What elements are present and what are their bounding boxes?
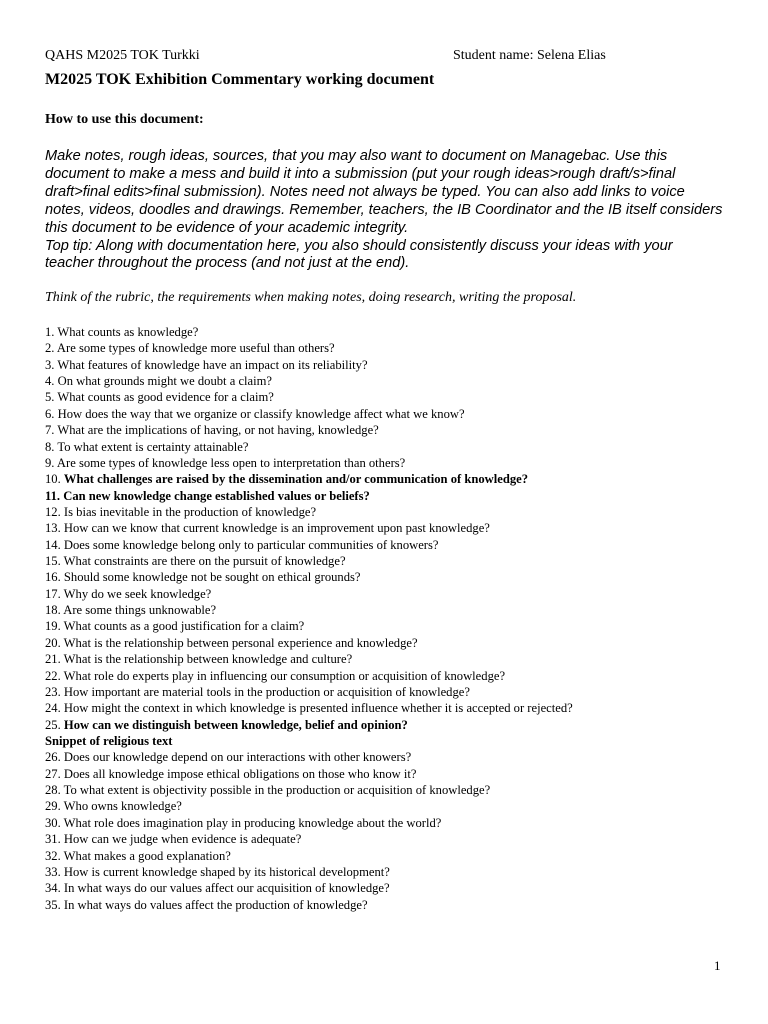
question-text: Does our knowledge depend on our interactions with other knowers?: [63, 750, 412, 765]
intro-text: [45, 148, 725, 273]
question-text: How can we know that current knowledge is an improvement upon past knowledge?: [63, 521, 490, 536]
list-item: [45, 324, 745, 340]
question-number: 33.: [45, 864, 61, 879]
question-number: 9.: [45, 455, 55, 470]
list-item: [45, 815, 745, 831]
question-number: 17.: [45, 586, 61, 601]
question-text: To what extent is certainty attainable?: [57, 439, 249, 454]
question-number: 29.: [45, 799, 61, 814]
question-number: 32.: [45, 848, 61, 863]
student-name: Student name: Selena Elias: [453, 48, 606, 63]
question-text: What features of knowledge have an impact on its reliability?: [57, 357, 368, 372]
question-number: 35.: [45, 897, 61, 912]
question-text: How important are material tools in the production or acquisition of knowledge?: [63, 684, 470, 699]
list-item: [45, 618, 745, 634]
question-text: Does all knowledge impose ethical obligations on those who know it?: [63, 766, 417, 781]
question-number: 16.: [45, 570, 61, 585]
question-number: 27.: [45, 766, 61, 781]
question-number: 31.: [45, 832, 61, 847]
document-header: [45, 48, 725, 66]
question-text: What counts as knowledge?: [57, 325, 199, 339]
list-item: [45, 439, 745, 455]
howto-heading: How to use this document:: [45, 112, 204, 127]
course-label: QAHS M2025 TOK Turkki: [45, 48, 200, 63]
question-number: 22.: [45, 668, 61, 683]
list-item: [45, 897, 745, 913]
list-item: [45, 357, 745, 373]
question-text: What challenges are raised by the dissemination and/or communication of knowledge?: [63, 472, 529, 487]
question-number: 34.: [45, 881, 61, 896]
question-number: 25.: [45, 717, 61, 732]
list-item: [45, 668, 745, 684]
list-item: [45, 635, 745, 651]
list-item: [45, 373, 745, 389]
question-text: In what ways do values affect the production of knowledge?: [63, 897, 368, 912]
question-number: 10.: [45, 472, 61, 487]
list-item: [45, 864, 745, 880]
question-number: 6.: [45, 406, 55, 421]
intro-paragraph-2: Top tip: Along with documentation here, you also should consistently discuss your ideas with your teacher throughout the process (and not just at the end).: [45, 237, 673, 272]
question-text: Can new knowledge change established values or beliefs?: [63, 488, 370, 503]
question-number: 12.: [45, 504, 61, 519]
question-text: What role does imagination play in producing knowledge about the world?: [63, 815, 442, 830]
question-text: What role do experts play in influencing our consumption or acquisition of knowledge?: [63, 668, 506, 683]
question-text: What is the relationship between knowledge and culture?: [63, 652, 353, 667]
question-list: [45, 324, 745, 913]
list-item: [45, 831, 745, 847]
list-item: [45, 520, 745, 536]
question-text: Who owns knowledge?: [63, 799, 182, 814]
list-item: [45, 749, 745, 765]
list-item: [45, 537, 745, 553]
question-text: In what ways do our values affect our acquisition of knowledge?: [63, 881, 390, 896]
question-number: 24.: [45, 701, 61, 716]
list-item: [45, 602, 745, 618]
list-item: [45, 455, 745, 471]
intro-paragraph-1: Make notes, rough ideas, sources, that you may also want to document on Managebac. Use this document to make a mess and build it into a submission (put your rough ideas>rough draft/s>final draft>final edits>final submission). Notes need not always be typed. You can also add links to voice notes, videos, doodles and drawings. Remember, teachers, the IB Coordinator and the IB itself considers this document to be evidence of your academic integrity.: [45, 148, 723, 236]
page-number: 1: [714, 958, 721, 973]
question-text: To what extent is objectivity possible in the production or acquisition of knowledge?: [63, 783, 491, 798]
question-number: 4.: [45, 374, 55, 389]
question-text: Is bias inevitable in the production of knowledge?: [63, 504, 317, 519]
question-text: Should some knowledge not be sought on ethical grounds?: [63, 570, 361, 585]
question-text: Are some types of knowledge more useful than others?: [56, 341, 335, 356]
question-text: What counts as good evidence for a claim?: [57, 390, 274, 405]
question-number: 20.: [45, 635, 61, 650]
question-number: 26.: [45, 750, 61, 765]
question-number: 23.: [45, 684, 61, 699]
list-item: [45, 340, 745, 356]
question-text: Snippet of religious text: [45, 733, 173, 748]
list-item: [45, 504, 745, 520]
question-text: What makes a good explanation?: [63, 848, 231, 863]
list-item: [45, 488, 745, 504]
question-number: 7.: [45, 423, 55, 438]
question-number: 14.: [45, 537, 61, 552]
question-text: How can we judge when evidence is adequate?: [63, 832, 302, 847]
question-number: 8.: [45, 439, 55, 454]
document-title: M2025 TOK Exhibition Commentary working document: [45, 71, 435, 88]
question-number: 21.: [45, 652, 61, 667]
question-number: 5.: [45, 390, 55, 405]
question-number: 18.: [45, 603, 61, 618]
question-text: How can we distinguish between knowledge, belief and opinion?: [63, 717, 408, 732]
list-item: [45, 700, 745, 716]
list-item: [45, 569, 745, 585]
list-item: [45, 733, 745, 749]
question-number: 15.: [45, 554, 61, 569]
question-text: Are some things unknowable?: [63, 603, 217, 618]
list-item: [45, 553, 745, 569]
list-item: [45, 471, 745, 487]
list-item: [45, 406, 745, 422]
question-number: 1.: [45, 325, 55, 339]
question-text: What is the relationship between personal experience and knowledge?: [63, 635, 418, 650]
question-text: How might the context in which knowledge is presented influence whether it is accepted or rejected?: [63, 701, 573, 716]
question-number: 30.: [45, 815, 61, 830]
question-number: 3.: [45, 357, 55, 372]
question-number: 11.: [45, 488, 61, 503]
rubric-note: Think of the rubric, the requirements when making notes, doing research, writing the proposal.: [45, 290, 577, 305]
list-item: [45, 422, 745, 438]
list-item: [45, 684, 745, 700]
question-text: What are the implications of having, or not having, knowledge?: [57, 423, 379, 438]
list-item: [45, 717, 745, 733]
question-text: What constraints are there on the pursuit of knowledge?: [63, 554, 346, 569]
list-item: [45, 848, 745, 864]
question-number: 13.: [45, 521, 61, 536]
list-item: [45, 798, 745, 814]
list-item: [45, 586, 745, 602]
question-text: On what grounds might we doubt a claim?: [57, 374, 273, 389]
question-number: 19.: [45, 619, 61, 634]
question-text: What counts as a good justification for a claim?: [63, 619, 305, 634]
question-text: How is current knowledge shaped by its historical development?: [63, 864, 390, 879]
question-text: How does the way that we organize or classify knowledge affect what we know?: [57, 406, 465, 421]
question-text: Are some types of knowledge less open to interpretation than others?: [56, 455, 406, 470]
list-item: [45, 766, 745, 782]
question-text: Does some knowledge belong only to particular communities of knowers?: [63, 537, 439, 552]
list-item: [45, 651, 745, 667]
question-number: 2.: [45, 341, 55, 356]
list-item: [45, 389, 745, 405]
list-item: [45, 782, 745, 798]
question-number: 28.: [45, 783, 61, 798]
list-item: [45, 880, 745, 896]
question-text: Why do we seek knowledge?: [63, 586, 212, 601]
